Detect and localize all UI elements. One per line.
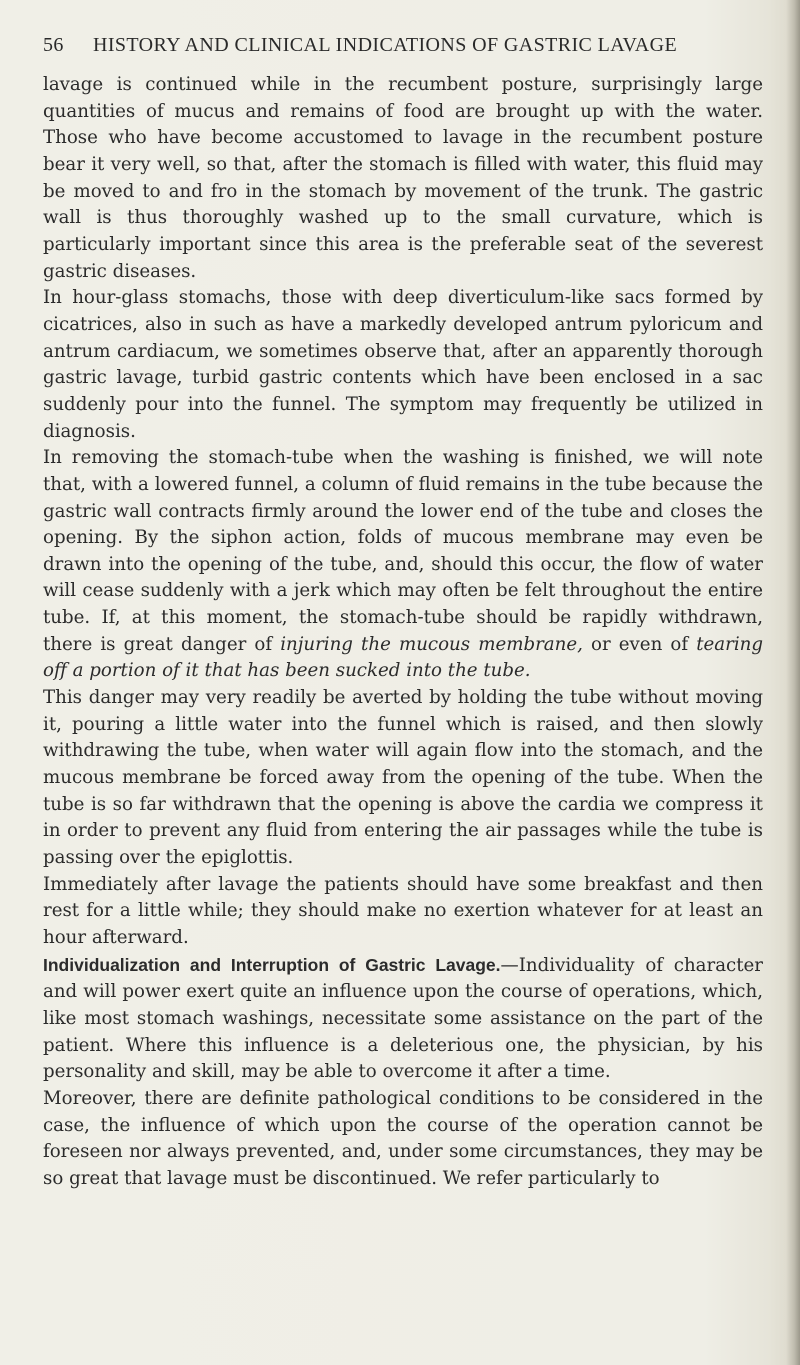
running-header (43, 34, 743, 57)
paragraph-6-text: —Individuality of character and will power exert quite an influence upon the course of operations, which, like most stomach washings, necessitate some assistance on the part of the patient. Where this influence is a deleterious one, the physician, by his personality and skill, may be able to overcome it after a time. (43, 954, 763, 1083)
paragraph-3-italic-2: tearing off a portion of it that has been sucked into the tube. (43, 633, 763, 682)
paragraph-3-text-a: In removing the stomach-tube when the washing is finished, we will note that, with a lowered funnel, a column of fluid remains in the tube because the gastric wall contracts firmly around the lower end of the tube and closes the opening. By the siphon action, folds of mucous membrane may even be drawn into the opening of the tube, and, should this occur, the flow of water will cease suddenly with a jerk which may often be felt throughout the entire tube. If, at this moment, the stomach-tube should be rapidly withdrawn, there is great danger of (43, 447, 763, 655)
paragraph-3-italic-1: injuring the mucous membrane, (280, 633, 583, 655)
section-heading: Individualization and Interruption of Gastric Lavage. (43, 954, 501, 975)
paragraph-7: Moreover, there are definite pathological conditions to be considered in the case, the influence of which upon the course of the operation cannot be foreseen nor always prevented, and, under some circumstances, they may be so great that lavage must be discontinued. We refer particularly to (43, 1087, 763, 1189)
paragraph-5: Immediately after lavage the patients should have some breakfast and then rest for a little while; they should make no exertion whatever for at least an hour afterward. (43, 873, 763, 948)
page-number: 56 (43, 34, 64, 56)
binding-edge-shadow (786, 0, 800, 1365)
paragraph-3-text-b: or even of (582, 633, 697, 655)
body-text (43, 72, 763, 1193)
paragraph-3 (43, 445, 763, 685)
paragraph-1: lavage is continued while in the recumbent posture, surprisingly large quantities of mucus and remains of food are brought up with the water. Those who have become accustomed to lavage in the recumbent posture bear it very well, so that, after the stomach is filled with water, this fluid may be moved to and fro in the stomach by movement of the trunk. The gastric wall is thus thoroughly washed up to the small curvature, which is particularly important since this area is the preferable seat of the severest gastric diseases. (43, 74, 763, 282)
running-title: HISTORY AND CLINICAL INDICATIONS OF GASTRIC LAVAGE (93, 34, 678, 56)
paragraph-2: In hour-glass stomachs, those with deep diverticulum-like sacs formed by cicatrices, also in such as have a markedly developed antrum pyloricum and antrum cardiacum, we sometimes observe that, after an apparently thorough gastric lavage, turbid gastric contents which have been enclosed in a sac suddenly pour into the funnel. The symptom may frequently be utilized in diagnosis. (43, 287, 763, 442)
paragraph-4: This danger may very readily be averted by holding the tube without moving it, pouring a little water into the funnel which is raised, and then slowly withdrawing the tube, when water will again flow into the stomach, and the mucous membrane be forced away from the opening of the tube. When the tube is so far withdrawn that the opening is above the cardia we compress it in order to prevent any fluid from entering the air passages while the tube is passing over the epiglottis. (43, 687, 763, 869)
paragraph-6 (43, 952, 763, 1086)
